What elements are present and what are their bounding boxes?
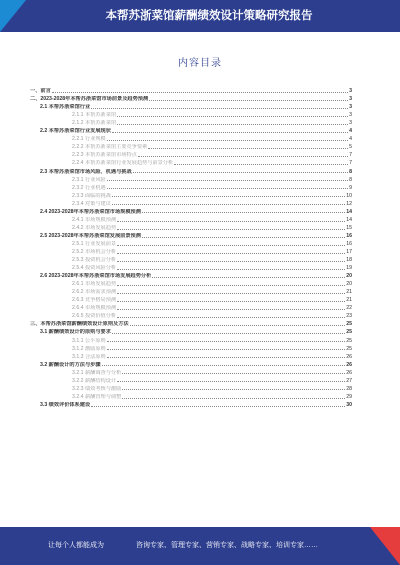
toc-entry-page: 9 xyxy=(349,184,352,191)
toc-entry-page: 7 xyxy=(349,160,352,167)
toc-entry-title: 三、本帮苏浙菜馆薪酬绩效设计原则及方法 xyxy=(30,321,129,328)
toc-entry-page: 29 xyxy=(346,393,352,400)
toc-entry-page: 19 xyxy=(346,265,352,272)
toc-entry-title: 3.2.2 薪酬结构设计 xyxy=(72,377,117,384)
toc-entry-title: 2.5.3 投资机会分析 xyxy=(72,257,117,264)
toc-leader-dots xyxy=(117,245,345,246)
toc-entry-page: 3 xyxy=(349,96,352,103)
toc-entry[interactable] xyxy=(30,376,352,384)
toc-leader-dots xyxy=(142,212,345,213)
toc-entry-page: 12 xyxy=(346,200,352,207)
toc-leader-dots xyxy=(142,237,345,238)
toc-entry[interactable] xyxy=(30,263,352,271)
page-footer xyxy=(0,527,400,565)
toc-entry[interactable] xyxy=(30,360,352,368)
toc-entry[interactable] xyxy=(30,295,352,303)
toc-leader-dots xyxy=(117,317,345,318)
toc-entry[interactable] xyxy=(30,166,352,174)
toc-entry-title: 3.1.2 激励原则 xyxy=(72,345,106,352)
header-accent xyxy=(0,0,26,32)
toc-leader-dots xyxy=(117,381,345,382)
toc-entry-title: 2.1 本帮苏浙菜馆行业 xyxy=(40,104,91,111)
toc-entry[interactable] xyxy=(30,231,352,239)
toc-entry-title: 2.5.2 市场机会分析 xyxy=(72,248,117,255)
toc-entry-page: 3 xyxy=(349,104,352,111)
toc-leader-dots xyxy=(117,309,345,310)
toc-entry[interactable] xyxy=(30,134,352,142)
toc-entry-title: 2.3.4 对策与建议 xyxy=(72,200,111,207)
toc-entry-page: 4 xyxy=(349,128,352,135)
toc-entry-page: 14 xyxy=(346,208,352,215)
toc-entry-title: 二、2023-2028年本帮苏浙菜馆市场前景及趋势预测 xyxy=(30,96,149,103)
toc-entry-title: 一、前言 xyxy=(30,88,51,95)
toc-leader-dots xyxy=(174,164,348,165)
toc-entry-title: 2.6.2 市场需求预测 xyxy=(72,289,117,296)
toc-entry-page: 25 xyxy=(346,345,352,352)
toc-entry[interactable] xyxy=(30,102,352,110)
toc-entry-page: 26 xyxy=(346,353,352,360)
toc-leader-dots xyxy=(102,365,346,366)
footer-slogan: 让每个人都能成为 xyxy=(48,542,104,549)
toc-entry[interactable] xyxy=(30,183,352,191)
toc-entry[interactable] xyxy=(30,175,352,183)
toc-entry-title: 2.6.4 市场规模预测 xyxy=(72,305,117,312)
toc-entry-page: 7 xyxy=(349,152,352,159)
toc-entry-title: 3.2.4 薪酬管理与调整 xyxy=(72,393,122,400)
toc-entry-title: 2.6.5 投资价值分析 xyxy=(72,313,117,320)
toc-entry[interactable] xyxy=(30,126,352,134)
toc-entry-page: 20 xyxy=(346,273,352,280)
toc-entry-title: 2.5.4 投资风险分析 xyxy=(72,265,117,272)
toc-entry-page: 8 xyxy=(349,176,352,183)
toc-entry[interactable] xyxy=(30,239,352,247)
toc-leader-dots xyxy=(52,92,348,93)
toc-entry-page: 21 xyxy=(346,289,352,296)
toc-entry-title: 2.3.2 行业机遇 xyxy=(72,184,106,191)
toc-entry-title: 2.6.3 竞争格局预测 xyxy=(72,297,117,304)
toc-leader-dots xyxy=(122,373,345,374)
toc-entry[interactable] xyxy=(30,271,352,279)
toc-entry-page: 17 xyxy=(346,248,352,255)
toc-entry-title: 2.4 2023-2028年本帮苏浙菜馆市场规模预测 xyxy=(40,208,141,215)
toc-leader-dots xyxy=(117,116,348,117)
toc-entry-title: 2.4.1 市场规模预测 xyxy=(72,216,117,223)
toc-entry[interactable] xyxy=(30,255,352,263)
toc-leader-dots xyxy=(148,148,348,149)
toc-entry[interactable] xyxy=(30,86,352,94)
toc-entry-title: 2.3.1 行业风险 xyxy=(72,176,106,183)
toc-leader-dots xyxy=(130,325,346,326)
toc-entry-page: 21 xyxy=(346,297,352,304)
toc-entry-page: 10 xyxy=(346,192,352,199)
toc-entry-page: 3 xyxy=(349,88,352,95)
toc-entry-page: 8 xyxy=(349,168,352,175)
toc-entry-title: 2.6.1 市场发展趋势 xyxy=(72,281,117,288)
table-of-contents xyxy=(30,86,352,408)
toc-entry-page: 28 xyxy=(346,385,352,392)
toc-entry[interactable] xyxy=(30,207,352,215)
toc-leader-dots xyxy=(117,285,345,286)
toc-entry-page: 25 xyxy=(346,337,352,344)
toc-entry-page: 5 xyxy=(349,144,352,151)
toc-leader-dots xyxy=(149,100,348,101)
toc-entry[interactable] xyxy=(30,311,352,319)
toc-leader-dots xyxy=(107,341,345,342)
toc-entry-title: 2.1.1 本帮苏浙菜馆 xyxy=(72,112,117,119)
toc-entry[interactable] xyxy=(30,247,352,255)
toc-entry-title: 3.1.1 公平原则 xyxy=(72,337,106,344)
toc-leader-dots xyxy=(133,172,348,173)
toc-leader-dots xyxy=(107,140,348,141)
toc-leader-dots xyxy=(117,261,345,262)
toc-leader-dots xyxy=(138,156,348,157)
toc-entry[interactable] xyxy=(30,392,352,400)
toc-entry-page: 4 xyxy=(349,136,352,143)
toc-leader-dots xyxy=(117,221,345,222)
toc-entry-title: 2.4.2 市场发展趋势 xyxy=(72,224,117,231)
toc-entry-title: 2.6 2023-2028年本帮苏浙菜馆市场发展趋势分析 xyxy=(40,273,152,280)
toc-leader-dots xyxy=(107,349,345,350)
toc-entry-title: 3.2 薪酬设计的方法与步骤 xyxy=(40,361,101,368)
toc-leader-dots xyxy=(107,188,348,189)
toc-entry-title: 3.2.1 薪酬调查与分析 xyxy=(72,369,122,376)
toc-entry-title: 2.2 本帮苏浙菜馆行业发展现状 xyxy=(40,128,111,135)
toc-entry[interactable] xyxy=(30,319,352,327)
toc-leader-dots xyxy=(91,406,345,407)
toc-entry[interactable] xyxy=(30,279,352,287)
toc-leader-dots xyxy=(91,108,348,109)
toc-leader-dots xyxy=(152,277,345,278)
toc-entry[interactable] xyxy=(30,94,352,102)
toc-entry-page: 3 xyxy=(349,112,352,119)
toc-entry-title: 2.3.3 面临的挑战 xyxy=(72,192,111,199)
page-header xyxy=(0,0,400,32)
toc-leader-dots xyxy=(112,196,345,197)
toc-entry[interactable] xyxy=(30,352,352,360)
toc-entry-title: 3.2.3 绩效考核与激励 xyxy=(72,385,122,392)
toc-leader-dots xyxy=(122,398,345,399)
toc-entry-title: 2.2.2 本帮苏浙菜馆主要竞争要素 xyxy=(72,144,148,151)
toc-entry-page: 25 xyxy=(346,321,352,328)
toc-entry-page: 22 xyxy=(346,305,352,312)
toc-entry[interactable] xyxy=(30,335,352,343)
toc-leader-dots xyxy=(117,269,345,270)
toc-entry-title: 3.1 薪酬绩效设计的原则与要求 xyxy=(40,329,111,336)
toc-entry-title: 2.2.4 本帮苏浙菜馆行业发展趋势与前景分析 xyxy=(72,160,174,167)
toc-entry[interactable] xyxy=(30,287,352,295)
toc-leader-dots xyxy=(117,301,345,302)
toc-entry[interactable] xyxy=(30,215,352,223)
toc-entry-title: 2.5.1 行业发展前景 xyxy=(72,240,117,247)
toc-entry-page: 26 xyxy=(346,369,352,376)
toc-entry-page: 20 xyxy=(346,281,352,288)
toc-leader-dots xyxy=(107,180,348,181)
toc-entry-page: 30 xyxy=(346,401,352,408)
toc-leader-dots xyxy=(117,253,345,254)
toc-leader-dots xyxy=(117,293,345,294)
toc-entry-page: 25 xyxy=(346,329,352,336)
toc-entry[interactable] xyxy=(30,191,352,199)
toc-entry-page: 26 xyxy=(346,361,352,368)
toc-entry[interactable] xyxy=(30,368,352,376)
toc-entry[interactable] xyxy=(30,142,352,150)
toc-entry[interactable] xyxy=(30,158,352,166)
toc-entry-title: 2.2.3 本帮苏浙菜馆市场特点 xyxy=(72,152,137,159)
footer-accent xyxy=(370,527,400,565)
toc-leader-dots xyxy=(117,124,348,125)
toc-entry-title: 3.3 绩效评价体系建设 xyxy=(40,401,91,408)
toc-entry[interactable] xyxy=(30,118,352,126)
toc-entry-page: 14 xyxy=(346,216,352,223)
toc-entry-page: 27 xyxy=(346,377,352,384)
toc-entry[interactable] xyxy=(30,327,352,335)
toc-entry-title: 2.2.1 行业规模 xyxy=(72,136,106,143)
toc-leader-dots xyxy=(107,357,345,358)
toc-heading: 内容目录 xyxy=(178,58,222,69)
toc-entry[interactable] xyxy=(30,384,352,392)
toc-entry-title: 2.1.2 本帮苏浙菜馆 xyxy=(72,120,117,127)
report-title: 本帮苏浙菜馆薪酬绩效设计策略研究报告 xyxy=(105,10,313,22)
toc-entry-page: 18 xyxy=(346,257,352,264)
toc-entry-page: 16 xyxy=(346,232,352,239)
toc-leader-dots xyxy=(112,333,345,334)
toc-entry-page: 3 xyxy=(349,120,352,127)
toc-entry[interactable] xyxy=(30,303,352,311)
toc-entry-title: 3.1.3 合法原则 xyxy=(72,353,106,360)
toc-leader-dots xyxy=(117,229,345,230)
toc-entry-page: 16 xyxy=(346,240,352,247)
toc-leader-dots xyxy=(112,132,348,133)
toc-entry[interactable] xyxy=(30,400,352,408)
toc-entry-title: 2.5 2023-2028年本帮苏浙菜馆发展前景预测 xyxy=(40,232,141,239)
toc-entry-page: 15 xyxy=(346,224,352,231)
footer-roles: 咨询专家、管理专家、营销专家、战略专家、培训专家…… xyxy=(136,542,318,549)
toc-leader-dots xyxy=(122,389,345,390)
toc-entry[interactable] xyxy=(30,199,352,207)
toc-entry[interactable] xyxy=(30,223,352,231)
toc-entry[interactable] xyxy=(30,110,352,118)
toc-entry[interactable] xyxy=(30,344,352,352)
toc-entry-page: 23 xyxy=(346,313,352,320)
toc-entry-title: 2.3 本帮苏浙菜馆市场风险、机遇与挑战 xyxy=(40,168,132,175)
toc-entry[interactable] xyxy=(30,150,352,158)
toc-leader-dots xyxy=(112,204,345,205)
